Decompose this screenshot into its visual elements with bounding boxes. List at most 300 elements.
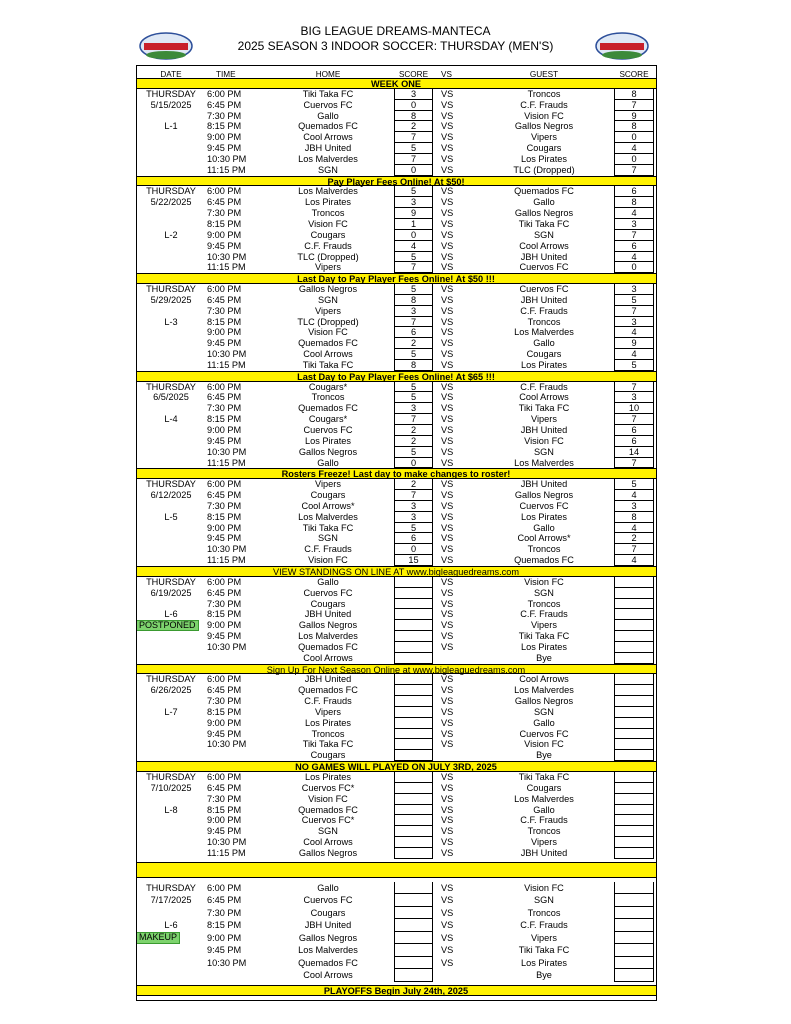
game-row — [136, 165, 656, 176]
time-cell — [206, 750, 257, 761]
week-block — [136, 382, 656, 469]
vs-label: VS — [441, 674, 454, 685]
guest-team: Tiki Taka FC — [518, 945, 570, 956]
guest-team: Los Pirates — [521, 641, 567, 652]
vs-label: VS — [441, 804, 454, 815]
home-team: Los Pirates — [305, 435, 351, 446]
time-cell: 6:00 PM — [207, 381, 242, 392]
home-score — [394, 783, 433, 794]
home-team: Cuervos FC* — [301, 782, 355, 793]
time-cell: 9:45 PM — [207, 728, 242, 739]
guest-team: Vision FC — [524, 739, 564, 750]
guest-score — [614, 729, 654, 740]
guest-team: C.F. Frauds — [520, 609, 568, 620]
home-team: JBH United — [304, 674, 352, 685]
game-row — [136, 414, 656, 425]
guest-score: 7 — [614, 414, 654, 425]
vs-label: VS — [441, 620, 454, 631]
home-team: Gallos Negros — [298, 932, 358, 943]
home-team: Cougars — [310, 907, 346, 918]
home-team: Los Pirates — [305, 772, 351, 782]
date-cell — [136, 208, 206, 219]
date-cell — [136, 132, 206, 143]
home-score: 2 — [394, 436, 433, 447]
vs-label: VS — [441, 284, 454, 295]
home-score — [394, 750, 433, 761]
date-cell: 6/26/2025 — [150, 685, 192, 696]
vs-label — [441, 969, 461, 982]
guest-team: Vipers — [531, 620, 557, 631]
time-cell: 8:15 PM — [207, 511, 242, 522]
vs-label: VS — [441, 555, 454, 566]
game-row — [136, 327, 656, 338]
vs-label: VS — [441, 435, 454, 446]
guest-team: Troncos — [527, 88, 561, 99]
week-banner: Pay Player Fees Online! At $50! — [136, 176, 656, 187]
league-logo-right-icon — [594, 30, 650, 62]
home-score: 2 — [394, 425, 433, 436]
game-row — [136, 501, 656, 512]
guest-team: Vipers — [531, 837, 557, 848]
header-home: HOME — [315, 70, 341, 78]
home-score — [394, 882, 433, 895]
date-cell — [136, 349, 206, 360]
home-score: 2 — [394, 338, 433, 349]
home-score: 8 — [394, 111, 433, 122]
guest-team: Quemados FC — [514, 555, 574, 566]
guest-score — [614, 588, 654, 599]
home-score: 2 — [394, 121, 433, 132]
guest-score — [614, 674, 654, 685]
game-row — [136, 230, 656, 241]
guest-score: 8 — [614, 197, 654, 208]
home-score — [394, 894, 433, 907]
time-cell: 7:30 PM — [207, 110, 242, 121]
guest-team: SGN — [534, 446, 554, 457]
home-team: Tiki Taka FC — [302, 88, 354, 99]
game-row — [136, 882, 656, 895]
guest-score — [614, 944, 654, 957]
guest-team: Los Pirates — [521, 957, 567, 968]
game-row — [136, 653, 656, 664]
game-row — [136, 750, 656, 761]
guest-score — [614, 750, 654, 761]
time-cell: 7:30 PM — [207, 907, 242, 918]
game-row — [136, 718, 656, 729]
time-cell: 11:15 PM — [207, 359, 246, 370]
time-cell: 8:15 PM — [207, 218, 242, 229]
home-score — [394, 577, 433, 588]
time-cell: 10:30 PM — [207, 349, 247, 360]
home-score — [394, 907, 433, 920]
home-team: Tiki Taka FC — [302, 739, 354, 750]
home-score — [394, 739, 433, 750]
game-row — [136, 555, 656, 566]
date-cell — [136, 523, 206, 534]
guest-team: Gallo — [533, 197, 555, 208]
home-team: Cuervos FC — [303, 895, 353, 906]
date-cell — [136, 111, 206, 122]
home-team: Cougars — [310, 229, 346, 240]
game-row — [136, 154, 656, 165]
home-team: Tiki Taka FC — [302, 359, 354, 370]
date-cell — [136, 794, 206, 805]
home-score: 3 — [394, 306, 433, 317]
guest-score — [614, 609, 654, 620]
date-cell: L-6 — [164, 609, 178, 620]
vs-label: VS — [441, 706, 454, 717]
time-cell: 10:30 PM — [207, 544, 247, 555]
date-cell — [136, 555, 206, 566]
time-cell: 10:30 PM — [207, 641, 247, 652]
vs-label: VS — [441, 522, 454, 533]
game-row — [136, 241, 656, 252]
guest-team: C.F. Frauds — [520, 305, 568, 316]
home-score — [394, 599, 433, 610]
guest-team: Tiki Taka FC — [518, 772, 570, 782]
home-score — [394, 609, 433, 620]
game-row — [136, 674, 656, 685]
home-team: Cougars* — [308, 414, 348, 425]
home-score — [394, 957, 433, 970]
guest-score — [614, 685, 654, 696]
header-home-score: SCORE — [398, 70, 429, 78]
game-row — [136, 436, 656, 447]
home-team: Quemados FC — [298, 957, 358, 968]
time-cell: 9:45 PM — [207, 945, 242, 956]
time-cell: 6:00 PM — [207, 479, 242, 490]
guest-team: Vipers — [531, 132, 557, 143]
guest-score: 4 — [614, 555, 654, 566]
guest-score: 4 — [614, 252, 654, 263]
game-row — [136, 631, 656, 642]
time-cell: 9:00 PM — [207, 620, 242, 631]
time-cell: 7:30 PM — [207, 696, 242, 707]
vs-label: VS — [441, 143, 454, 154]
guest-score: 4 — [614, 490, 654, 501]
home-score: 5 — [394, 392, 433, 403]
guest-score: 7 — [614, 230, 654, 241]
playoffs-banner: PLAYOFFS Begin July 24th, 2025 — [136, 985, 656, 996]
date-cell: L-4 — [164, 414, 178, 425]
home-team: Vision FC — [308, 555, 348, 566]
guest-team: Los Pirates — [521, 511, 567, 522]
home-score — [394, 772, 433, 783]
game-row — [136, 111, 656, 122]
vs-label: VS — [441, 696, 454, 707]
date-cell — [136, 425, 206, 436]
game-row — [136, 295, 656, 306]
game-row — [136, 969, 656, 982]
date-cell: 6/19/2025 — [150, 587, 192, 598]
date-cell: 7/10/2025 — [150, 782, 192, 793]
home-team: Vipers — [315, 479, 341, 490]
vs-label: VS — [441, 186, 454, 197]
time-cell: 9:45 PM — [207, 435, 242, 446]
game-row — [136, 186, 656, 197]
date-cell: L-3 — [164, 316, 178, 327]
home-team: Cool Arrows — [303, 349, 353, 360]
week-block — [136, 284, 656, 371]
date-cell: THURSDAY — [146, 882, 196, 893]
home-team: Quemados FC — [298, 804, 358, 815]
vs-label: VS — [441, 392, 454, 403]
vs-label: VS — [441, 490, 454, 501]
time-cell: 6:45 PM — [207, 490, 242, 501]
home-score: 7 — [394, 132, 433, 143]
guest-team: SGN — [534, 895, 554, 906]
week-block — [136, 577, 656, 664]
home-team: Los Malverdes — [298, 631, 358, 642]
home-team: Los Pirates — [305, 197, 351, 208]
schedule-table — [136, 65, 656, 996]
home-team: Los Malverdes — [298, 153, 358, 164]
date-cell — [136, 837, 206, 848]
guest-score — [614, 772, 654, 783]
home-team: Cougars — [310, 490, 346, 501]
time-cell: 9:00 PM — [207, 815, 242, 826]
home-team: Cuervos FC — [303, 587, 353, 598]
date-cell: THURSDAY — [146, 186, 196, 197]
header-guest-score: SCORE — [619, 70, 649, 78]
game-row — [136, 479, 656, 490]
game-row — [136, 544, 656, 555]
guest-score — [614, 805, 654, 816]
guest-team: Bye — [536, 970, 552, 981]
vs-label: VS — [441, 576, 454, 587]
guest-score: 3 — [614, 501, 654, 512]
guest-team: Cool Arrows — [519, 392, 569, 403]
home-team: TLC (Dropped) — [297, 251, 359, 262]
game-row — [136, 121, 656, 132]
home-team: Troncos — [311, 728, 345, 739]
vs-label: VS — [441, 240, 454, 251]
home-score — [394, 685, 433, 696]
time-cell: 7:30 PM — [207, 208, 242, 219]
game-row — [136, 707, 656, 718]
game-row — [136, 208, 656, 219]
guest-team: JBH United — [520, 479, 568, 490]
vs-label: VS — [441, 403, 454, 414]
date-cell: THURSDAY — [146, 88, 196, 99]
date-cell — [136, 642, 206, 653]
week-block — [136, 479, 656, 566]
date-cell: THURSDAY — [146, 381, 196, 392]
game-row — [136, 512, 656, 523]
game-row — [136, 772, 656, 783]
game-row — [136, 132, 656, 143]
guest-team: Bye — [536, 652, 552, 663]
home-team: Quemados FC — [298, 685, 358, 696]
home-score: 7 — [394, 490, 433, 501]
home-team: Vipers — [315, 262, 341, 273]
game-row — [136, 577, 656, 588]
home-score: 15 — [394, 555, 433, 566]
guest-score — [614, 653, 654, 664]
guest-team: SGN — [534, 229, 554, 240]
guest-team: Tiki Taka FC — [518, 631, 570, 642]
guest-score — [614, 826, 654, 837]
vs-label: VS — [441, 110, 454, 121]
guest-score: 14 — [614, 447, 654, 458]
game-row — [136, 588, 656, 599]
home-team: Cool Arrows — [303, 837, 353, 848]
time-cell: 6:45 PM — [207, 294, 242, 305]
vs-label: VS — [441, 262, 454, 273]
vs-label: VS — [441, 218, 454, 229]
guest-team: Gallos Negros — [514, 490, 574, 501]
date-cell — [136, 436, 206, 447]
date-cell — [136, 907, 206, 920]
week-block — [136, 674, 656, 761]
date-cell: THURSDAY — [146, 284, 196, 295]
week-banner: WEEK ONE — [136, 78, 656, 89]
home-score: 9 — [394, 208, 433, 219]
home-team: SGN — [318, 294, 338, 305]
header-vs: VS — [441, 70, 452, 78]
home-team: Quemados FC — [298, 338, 358, 349]
date-cell — [136, 653, 206, 664]
vs-label: VS — [441, 251, 454, 262]
vs-label: VS — [441, 121, 454, 132]
home-score — [394, 696, 433, 707]
game-row — [136, 197, 656, 208]
guest-team: Gallos Negros — [514, 696, 574, 707]
guest-team: Vision FC — [524, 882, 564, 893]
game-row — [136, 739, 656, 750]
game-row — [136, 685, 656, 696]
date-cell: L-7 — [164, 706, 178, 717]
vs-label: VS — [441, 88, 454, 99]
vs-label: VS — [441, 457, 454, 468]
time-cell: 10:30 PM — [207, 837, 247, 848]
guest-score: 7 — [614, 100, 654, 111]
date-cell: 5/15/2025 — [150, 99, 192, 110]
home-score: 0 — [394, 230, 433, 241]
home-team: JBH United — [304, 920, 352, 931]
guest-team: Cougars — [526, 782, 562, 793]
home-score: 2 — [394, 479, 433, 490]
date-cell: L-1 — [164, 121, 178, 132]
date-cell: 5/22/2025 — [150, 197, 192, 208]
guest-score: 7 — [614, 165, 654, 176]
guest-team: Troncos — [527, 598, 561, 609]
guest-score — [614, 969, 654, 982]
date-cell — [136, 815, 206, 826]
home-score: 0 — [394, 100, 433, 111]
time-cell: 9:45 PM — [207, 533, 242, 544]
guest-score — [614, 620, 654, 631]
guest-score: 9 — [614, 111, 654, 122]
home-score — [394, 826, 433, 837]
home-score — [394, 932, 433, 945]
vs-label: VS — [441, 327, 454, 338]
guest-team: Gallo — [533, 338, 555, 349]
guest-score: 8 — [614, 512, 654, 523]
week-banner: Sign Up For Next Season Online at www.bigleaguedreams.com — [136, 664, 656, 675]
vs-label: VS — [441, 533, 454, 544]
vs-label: VS — [441, 587, 454, 598]
guest-team: C.F. Frauds — [520, 381, 568, 392]
game-row — [136, 783, 656, 794]
table-header — [136, 65, 656, 78]
date-cell — [136, 848, 206, 859]
date-cell — [136, 944, 206, 957]
game-row — [136, 907, 656, 920]
date-cell — [136, 826, 206, 837]
time-cell: 11:15 PM — [207, 457, 246, 468]
home-score: 7 — [394, 154, 433, 165]
home-team: SGN — [318, 164, 338, 175]
guest-team: Cougars — [526, 349, 562, 360]
vs-label: VS — [441, 229, 454, 240]
home-score — [394, 631, 433, 642]
game-row — [136, 284, 656, 295]
vs-label: VS — [441, 359, 454, 370]
date-cell — [136, 957, 206, 970]
vs-label: VS — [441, 544, 454, 555]
home-team: Cuervos FC — [303, 425, 353, 435]
time-cell: 11:15 PM — [207, 847, 246, 858]
home-team: Cool Arrows* — [301, 500, 355, 511]
game-row — [136, 349, 656, 360]
time-cell: 9:45 PM — [207, 631, 242, 642]
home-score — [394, 848, 433, 859]
game-row — [136, 219, 656, 230]
time-cell: 8:15 PM — [207, 706, 242, 717]
vs-label: VS — [441, 208, 454, 219]
home-score: 7 — [394, 317, 433, 328]
time-cell: 7:30 PM — [207, 598, 242, 609]
page-subtitle: 2025 SEASON 3 INDOOR SOCCER: THURSDAY (MEN'S) — [237, 39, 554, 53]
home-team: Quemados FC — [298, 641, 358, 652]
home-team: SGN — [318, 826, 338, 837]
date-cell — [136, 360, 206, 371]
home-score — [394, 588, 433, 599]
game-row — [136, 89, 656, 100]
home-team: Gallos Negros — [298, 620, 358, 631]
home-score: 5 — [394, 252, 433, 263]
guest-score: 9 — [614, 338, 654, 349]
game-row — [136, 696, 656, 707]
guest-score: 5 — [614, 479, 654, 490]
guest-team: Los Malverdes — [514, 685, 574, 696]
vs-label — [441, 750, 461, 761]
week-banner: Rosters Freeze! Last day to make changes to roster! — [136, 468, 656, 479]
date-cell — [136, 447, 206, 458]
guest-score — [614, 599, 654, 610]
guest-score: 4 — [614, 523, 654, 534]
guest-score: 4 — [614, 143, 654, 154]
vs-label: VS — [441, 907, 454, 918]
vs-label: VS — [441, 349, 454, 360]
time-cell: 9:00 PM — [207, 932, 242, 943]
guest-score: 3 — [614, 392, 654, 403]
time-cell: 9:00 PM — [207, 327, 242, 338]
home-team: Gallos Negros — [298, 847, 358, 858]
vs-label: VS — [441, 895, 454, 906]
guest-score: 2 — [614, 533, 654, 544]
date-cell — [136, 458, 206, 469]
game-row — [136, 957, 656, 970]
home-score — [394, 642, 433, 653]
guest-team: Tiki Taka FC — [518, 218, 570, 229]
home-score — [394, 653, 433, 664]
guest-score — [614, 907, 654, 920]
time-cell: 6:45 PM — [207, 685, 242, 696]
home-score: 3 — [394, 512, 433, 523]
home-score: 6 — [394, 327, 433, 338]
